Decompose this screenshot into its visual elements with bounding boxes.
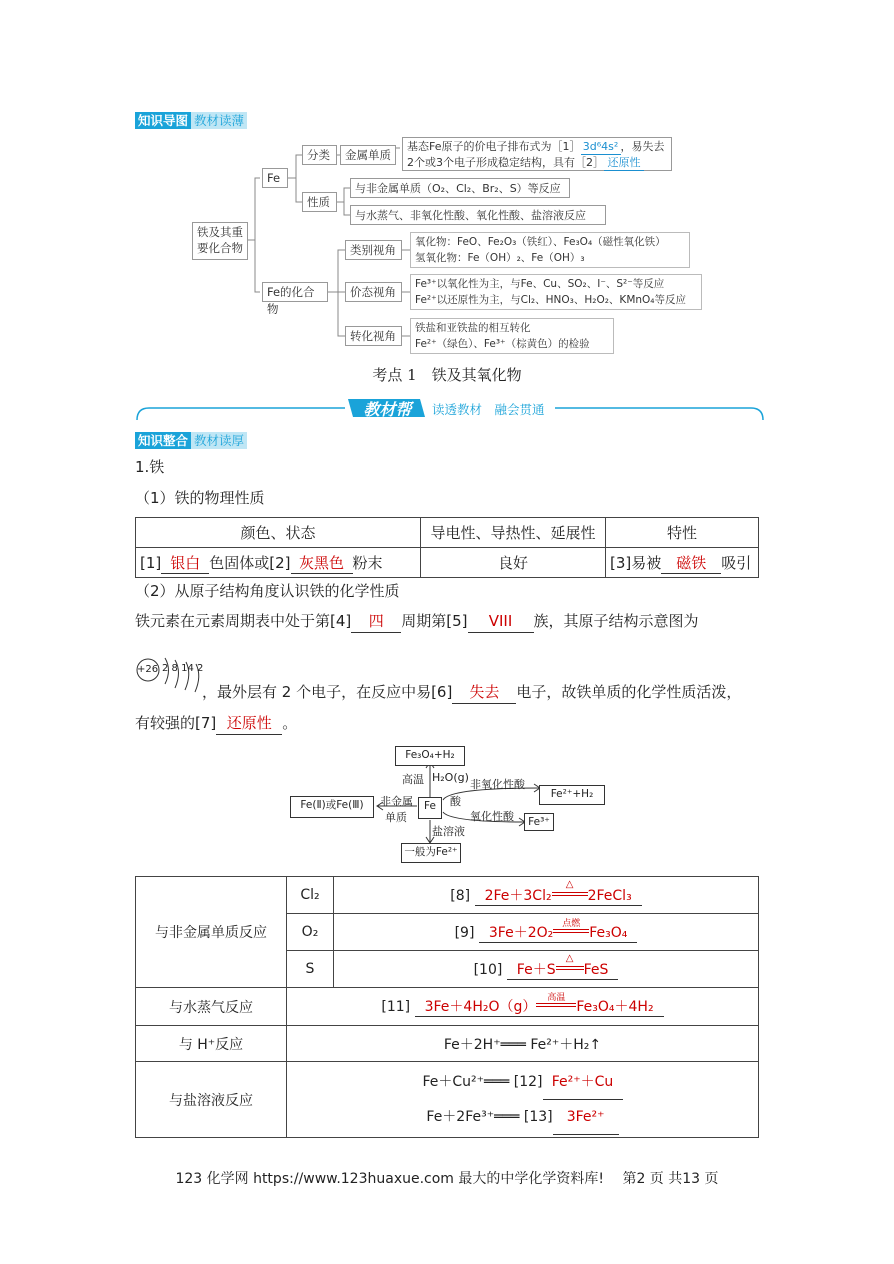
flow-center-fe: Fe [418,797,442,819]
tag-sub-2: 教材读厚 [191,432,247,449]
mindmap-property: 性质 [302,192,337,212]
mindmap-tag [135,110,247,129]
heading-chemical: （2）从原子结构角度认识铁的化学性质 [135,582,400,600]
mindmap-view-transform-desc: 铁盐和亚铁盐的相互转化 Fe²⁺（绿色）、Fe³⁺（棕黄色）的检验 [410,318,614,354]
mindmap-view-class: 类别视角 [345,240,402,260]
t1-header-2: 导电性、导热性、延展性 [421,518,606,548]
t2-cl2: Cl₂ [287,877,334,914]
flow-ox-acid: 氧化性酸 [470,810,514,823]
t2-s: S [287,951,334,988]
mindmap-prop-1: 与非金属单质（O₂、Cl₂、Br₂、S）等反应 [350,178,570,198]
t2-eq-12: Fe＋Cu²⁺═══ [12] Fe²⁺＋Cu [288,1065,757,1100]
mindmap-view-class-desc: 氧化物：FeO、Fe₂O₃（铁红）、Fe₃O₄（磁性氧化铁） 氢氧化物：Fe（OH）₂、Fe（OH）₃ [410,232,690,268]
flow-r1-box: Fe²⁺+H₂ [539,785,605,805]
t2-eq-9: [9] 3Fe＋2O₂ 点燃 Fe₃O₄ [334,914,759,951]
atom-nucleus: +26 [137,664,159,675]
t2-eq-10: [10] Fe＋S △ FeS [334,951,759,988]
t2-group-nonmetal: 与非金属单质反应 [136,877,287,988]
mindmap-view-transform: 转化视角 [345,326,402,346]
page-footer: 123 化学网 https://www.123huaxue.com 最大的中学化学资料库! 第2 页 共13 页 [175,1171,719,1187]
mindmap-classify: 分类 [302,145,337,165]
t2-eq-11: [11] 3Fe＋4H₂O（g） 高温 Fe₃O₄＋4H₂ [287,988,759,1026]
flow-high-temp: 高温 [402,773,424,786]
t2-eq-h: Fe＋2H⁺═══ Fe²⁺＋H₂↑ [287,1026,759,1062]
t2-eq-8: [8] 2Fe＋3Cl₂ △ 2FeCl₃ [334,877,759,914]
physical-properties-table [135,517,759,578]
t2-group-acid: 与 H⁺反应 [136,1026,287,1062]
heading-iron: 1.铁 [135,458,165,476]
section2-tag [135,430,247,449]
paragraph-reducing: 有较强的[7] 还原性 。 [135,712,297,735]
flow-left-box: Fe(Ⅱ)或Fe(Ⅲ) [290,796,374,818]
banner-subtitle: 读透教材 融会贯通 [432,402,545,417]
mindmap-compound: Fe的化合物 [262,282,328,302]
mindmap-view-valence: 价态视角 [345,282,402,302]
flow-nonox-acid: 非氧化性酸 [470,778,525,791]
mindmap-prop-2: 与水蒸气、非氧化性酸、氧化性酸、盐溶液反应 [350,205,606,225]
paragraph-period: 铁元素在元素周期表中处于第[4] 四 周期第[5] VIII 族，其原子结构示意图为 [135,610,699,633]
banner-title: 教材帮 [363,400,412,419]
topic-title: 考点 1 铁及其氧化物 [372,366,522,384]
t2-o2: O₂ [287,914,334,951]
t2-group-steam: 与水蒸气反应 [136,988,287,1026]
tag-main: 知识导图 [135,112,191,129]
flow-nonmetal-1: 非金属 [380,795,413,808]
mindmap-metal: 金属单质 [340,145,396,165]
t2-group-salt: 与盐溶液反应 [136,1062,287,1138]
tag-main-2: 知识整合 [135,432,191,449]
mindmap-view-valence-desc: Fe³⁺以氧化性为主，与Fe、Cu、SO₂、I⁻、S²⁻等反应 Fe²⁺以还原性为主，与Cl₂、HNO₃、H₂O₂、KMnO₄等反应 [410,274,702,310]
t1-header-3: 特性 [606,518,759,548]
t1-cell-color: [1] 银白 色固体或[2] 灰黑色 粉末 [136,548,421,578]
flow-acid: 酸 [450,795,461,808]
atom-shells: 2 8 14 2 [162,663,204,674]
t2-eq-salt [287,1062,759,1138]
t1-cell-special: [3]易被 磁铁 吸引 [606,548,759,578]
paragraph-outer-electrons: ，最外层有 2 个电子，在反应中易[6] 失去 电子，故铁单质的化学性质活泼， [202,681,741,704]
flow-nonmetal-2: 单质 [385,811,407,824]
tag-sub: 教材读薄 [191,112,247,129]
flow-salt: 盐溶液 [432,825,465,838]
mindmap-fe: Fe [262,168,288,188]
chemical-reactions-table [135,876,759,1138]
heading-physical: （1）铁的物理性质 [135,489,265,507]
flow-h2o: H₂O(g) [432,771,469,784]
t1-header-1: 颜色、状态 [136,518,421,548]
mindmap-root: 铁及其重要化合物 [192,222,248,260]
t2-eq-13: Fe＋2Fe³⁺═══ [13] 3Fe²⁺ [288,1100,757,1135]
flow-r2-box: Fe³⁺ [524,813,554,831]
flow-top-box: Fe₃O₄+H₂ [395,746,465,766]
t1-cell-conductivity: 良好 [421,548,606,578]
flow-bottom-box: 一般为Fe²⁺ [401,843,461,863]
mindmap-metal-desc: 基态Fe原子的价电子排布式为［1］ 3d⁶4s² ，易失去 2个或3个电子形成稳定结构，具有［2］ 还原性 [402,137,672,171]
